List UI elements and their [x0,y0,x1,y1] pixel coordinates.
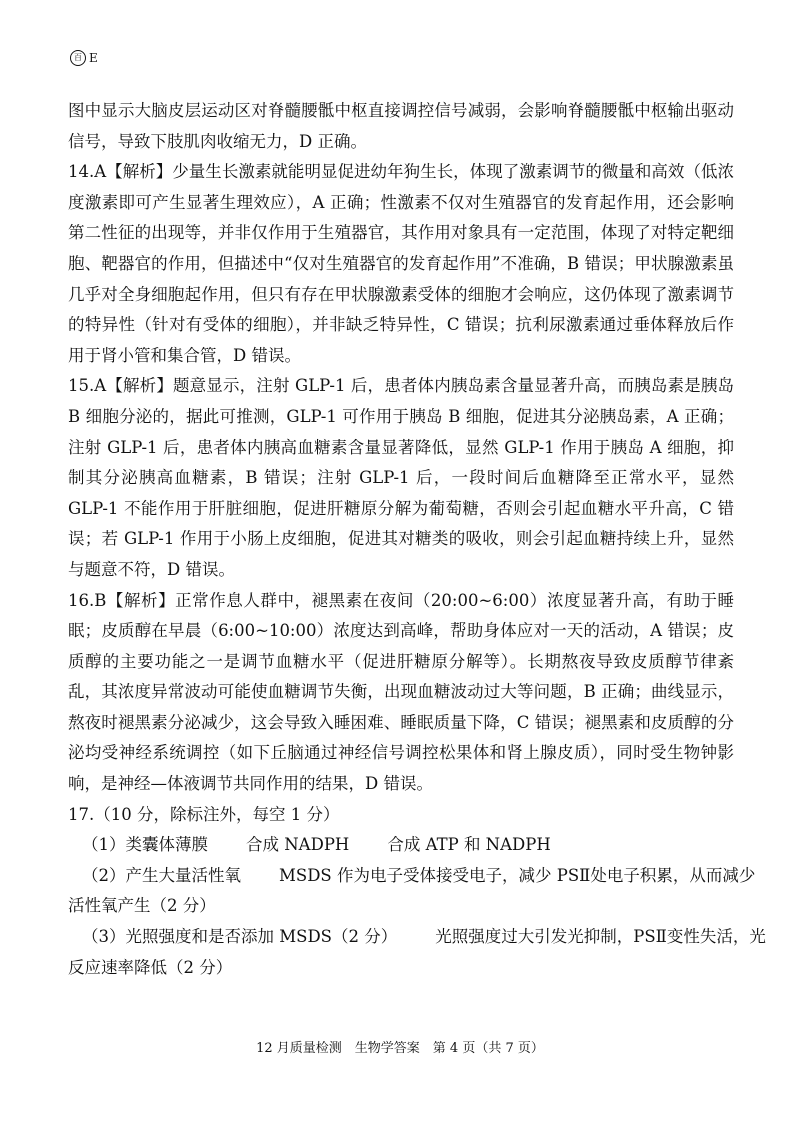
q17-2-a: （2）产生大量活性氧 [82,865,241,885]
paragraph-14: 14.A【解析】少量生长激素就能明显促进幼年狗生长，体现了激素调节的微量和高效（低浓度激素即可产生显著生理效应），A 正确；性激素不仅对生殖器官的发育起作用，还会影响第二性征的出现等，并非仅作用于生殖器官，其作用对象具有一定范围，体现了对特定靶细胞、靶器官的作用，但描述中“仅对生殖器官的发育起作用”不准确，B 错误；甲状腺激素虽几乎对全身细胞起作用，但只有存在甲状腺激素受体的细胞才会响应，这仍体现了激素调节的特异性（针对有受体的细胞），并非缺乏特异性，C 错误；抗利尿激素通过垂体释放后作用于肾小管和集合管，D 错误。 [68,162,734,365]
header-letter: E [89,51,98,65]
q17-1-b: 合成 NADPH [246,835,350,855]
q17-3-b: 光照强度过大引发光抑制，PSⅡ变性失活，光 [435,927,766,947]
seal-logo: 百 [70,50,86,66]
q17-answer-3 [68,922,766,953]
q17-1-c: 合成 ATP 和 NADPH [387,835,551,855]
header-mark [70,50,98,66]
paragraph-16: 16.B【解析】正常作息人群中，褪黑素在夜间（20:00~6:00）浓度显著升高，有助于睡眠；皮质醇在早晨（6:00~10:00）浓度达到高峰，帮助身体应对一天的活动，A 错误；皮质醇的主要功能之一是调节血糖水平（促进肝糖原分解等）。长期熬夜导致皮质醇节律紊乱，其浓度异常波动可能使血糖调节失衡，出现血糖波动过大等问题，B 正确；曲线显示，熬夜时褪黑素分泌减少，这会导致入睡困难、睡眠质量下降，C 错误；褪黑素和皮质醇的分泌均受神经系统调控（如下丘脑通过神经信号调控松果体和肾上腺皮质），同时受生物钟影响，是神经—体液调节共同作用的结果，D 错误。 [68,590,734,794]
question-17-title: 17.（10 分，除标注外，每空 1 分） [68,804,340,824]
page-footer: 12 月质量检测 生物学答案 第 4 页（共 7 页） [256,1041,544,1056]
q17-answer-1 [68,830,734,861]
q17-answer-2-cont: 活性氧产生（2 分） [68,896,216,916]
q17-answer-3-cont: 反应速率降低（2 分） [68,957,233,977]
q17-1-a: （1）类囊体薄膜 [82,835,208,855]
paragraph-13-end: 图中显示大脑皮层运动区对脊髓腰骶中枢直接调控信号减弱，会影响脊髓腰骶中枢输出驱动信号，导致下肢肌肉收缩无力，D 正确。 [68,101,734,151]
q17-3-a: （3）光照强度和是否添加 MSDS（2 分） [82,927,398,947]
answer-content [68,96,766,983]
paragraph-15: 15.A【解析】题意显示，注射 GLP-1 后，患者体内胰岛素含量显著升高，而胰岛素是胰岛 B 细胞分泌的，据此可推测，GLP-1 可作用于胰岛 B 细胞，促进其分泌胰岛素，A 正确；注射 GLP-1 后，患者体内胰高血糖素含量显著降低，显然 GLP-1 作用于胰岛 A 细胞，抑制其分泌胰高血糖素，B 错误；注射 GLP-1 后，一段时间后血糖降至正常水平，显然 GLP-1 不能作用于肝脏细胞，促进肝糖原分解为葡萄糖，否则会引起血糖水平升高，C 错误；若 GLP-1 作用于小肠上皮细胞，促进其对糖类的吸收，则会引起血糖持续上升，显然与题意不符，D 错误。 [68,376,734,579]
q17-answer-2 [68,861,756,892]
q17-2-b: MSDS 作为电子受体接受电子，减少 PSⅡ处电子积累，从而减少 [279,865,756,885]
